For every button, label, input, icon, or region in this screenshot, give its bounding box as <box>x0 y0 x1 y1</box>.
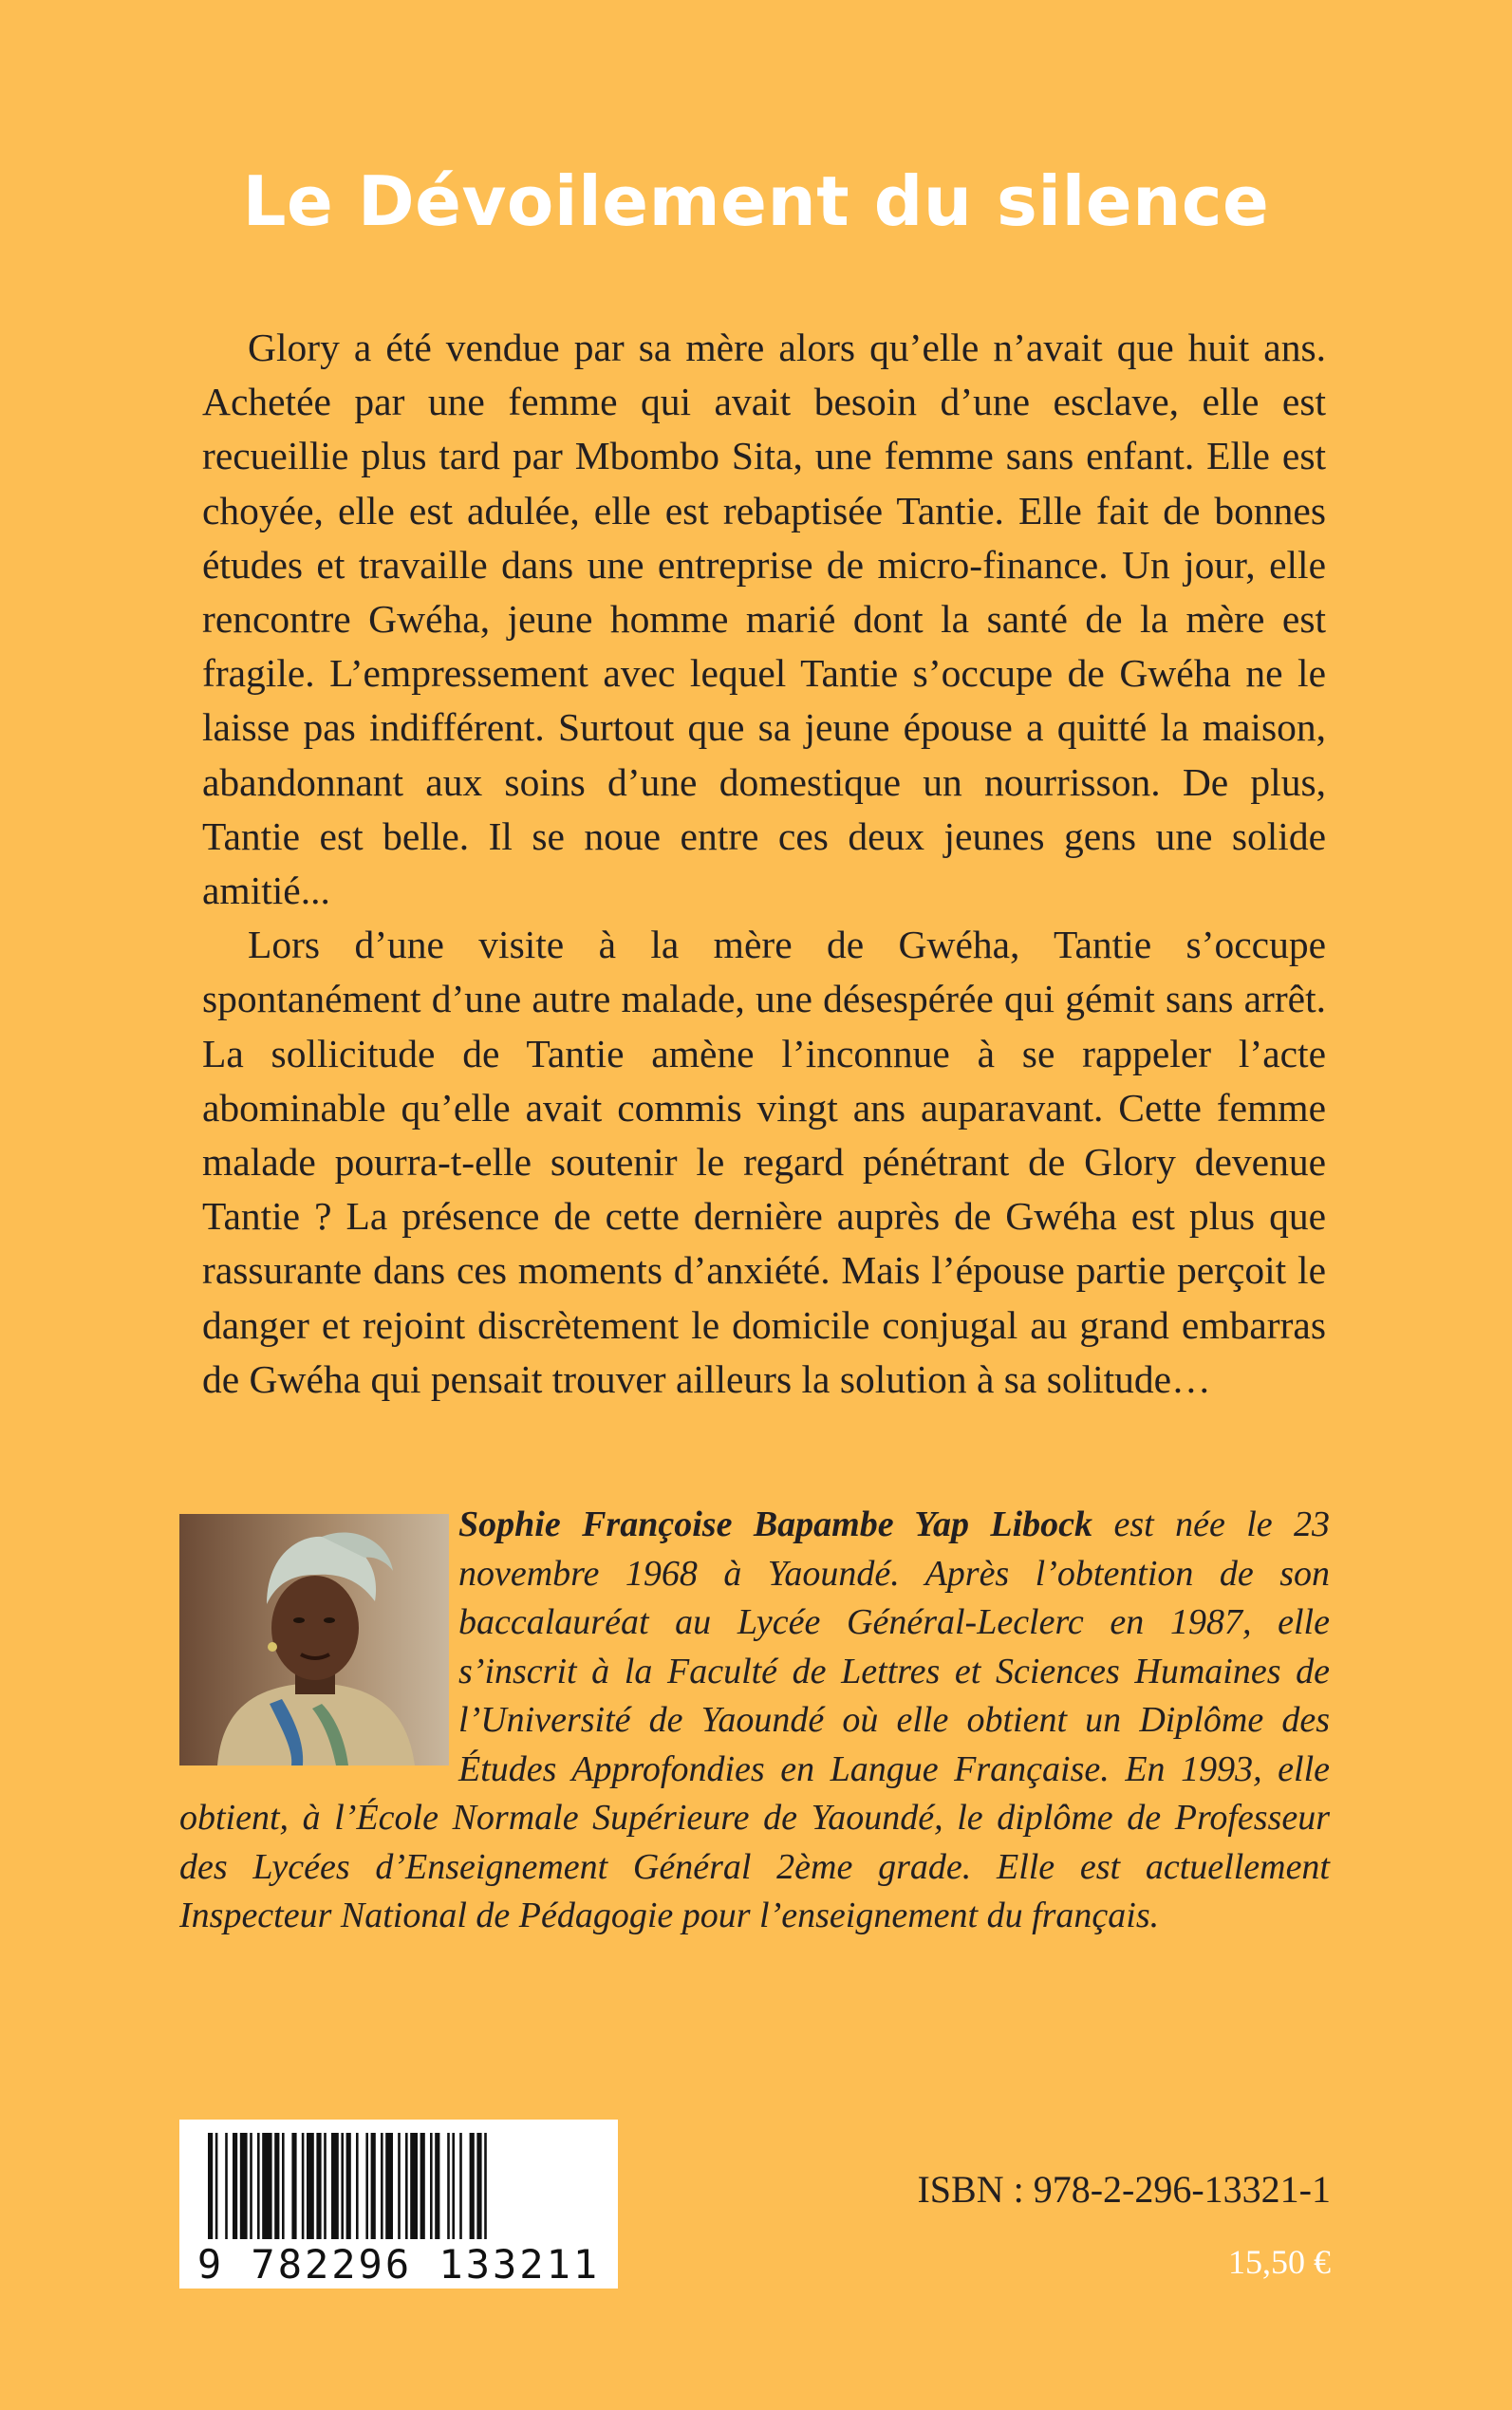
barcode-bar <box>405 2133 408 2239</box>
barcode-bar <box>356 2133 359 2239</box>
barcode-bar <box>208 2133 213 2239</box>
barcode-bar <box>233 2133 237 2239</box>
barcode-bar <box>225 2133 228 2239</box>
barcode-bar <box>459 2133 462 2239</box>
barcode-bar <box>410 2133 418 2239</box>
barcode-bar <box>250 2133 252 2239</box>
barcode-bar <box>324 2133 327 2239</box>
barcode-bar <box>365 2133 368 2239</box>
barcode-bar <box>240 2133 248 2239</box>
barcode-bar <box>331 2133 339 2239</box>
barcode-bar <box>435 2133 439 2239</box>
barcode-bar <box>215 2133 218 2239</box>
barcode-bar <box>452 2133 455 2239</box>
barcode-bar <box>447 2133 450 2239</box>
barcode <box>179 2120 618 2289</box>
barcode-bar <box>291 2133 296 2239</box>
author-bio <box>179 1501 1330 1941</box>
barcode-bar <box>398 2133 401 2239</box>
barcode-bar <box>302 2133 305 2239</box>
barcode-bar <box>430 2133 433 2239</box>
barcode-digits: 9 782296 133211 <box>196 2241 601 2288</box>
barcode-bars <box>179 2120 618 2243</box>
book-title: Le Dévoilement du silence <box>242 161 1270 242</box>
barcode-bar <box>381 2133 383 2239</box>
author-name: Sophie Françoise Bapambe Yap Libock <box>458 1504 1093 1544</box>
barcode-bar <box>257 2133 260 2239</box>
barcode-bar <box>316 2133 321 2239</box>
barcode-bar <box>371 2133 376 2239</box>
barcode-bar <box>420 2133 425 2239</box>
barcode-bar <box>476 2133 481 2239</box>
author-bio-text: est née le 23 novembre 1968 à Yaoundé. Après l’obtention de son baccalauréat au Lycée Général-Leclerc en 1987, elle s’inscrit à la Faculté de Lettres et Sciences Humaines de l’Université de Yaoundé où elle obtient un Diplôme des Études Approfondies en Langue Française. En 1993, elle obtient, à l’École Normale Supérieure de Yaoundé, le diplôme de Professeur des Lycées d’Enseignement Général 2ème grade. Elle est actuellement Inspecteur National de Pédagogie pour l’enseignement du français. <box>179 1504 1331 1935</box>
barcode-bar <box>484 2133 487 2239</box>
barcode-bar <box>262 2133 271 2239</box>
barcode-bar <box>470 2133 475 2239</box>
barcode-bar <box>341 2133 344 2239</box>
barcode-bar <box>346 2133 351 2239</box>
blurb-paragraph: Lors d’une visite à la mère de Gwéha, Tantie s’occupe spontanément d’une autre malade, une désespérée qui gémit sans arrêt. La sollicitude de Tantie amène l’inconnue à se rappeler l’acte abominable qu’elle avait commis vingt ans auparavant. Cette femme malade pourra-t-elle soutenir le regard pénétrant de Glory devenue Tantie ? La présence de cette dernière auprès de Gwéha est plus que rassurante dans ces moments d’anxiété. Mais l’épouse partie perçoit le danger et rejoint discrètement le domicile conjugal au grand embarras de Gwéha qui pensait trouver ailleurs la solution à sa solitude… <box>202 923 1326 1401</box>
barcode-bar <box>307 2133 314 2239</box>
blurb-paragraph: Glory a été vendue par sa mère alors qu’elle n’avait que huit ans. Achetée par une femme qui avait besoin d’une esclave, elle est recueillie plus tard par Mbombo Sita, une femme sans enfant. Elle est choyée, elle est adulée, elle est rebaptisée Tantie. Elle fait de bonnes études et travaille dans une entreprise de micro-finance. Un jour, elle rencontre Gwéha, jeune homme marié dont la santé de la mère est fragile. L’empressement avec lequel Tantie s’occupe de Gwéha ne le laisse pas indifférent. Surtout que sa jeune épouse a quitté la maison, abandonnant aux soins d’une domestique un nourrisson. De plus, Tantie est belle. Il se noue entre ces deux jeunes gens une solide amitié... <box>202 326 1326 913</box>
barcode-bar <box>282 2133 285 2239</box>
price: 15,50 € <box>1228 2243 1331 2281</box>
isbn: ISBN : 978-2-296-13321-1 <box>917 2168 1331 2211</box>
barcode-bar <box>274 2133 279 2239</box>
back-cover-blurb <box>202 321 1326 1407</box>
barcode-bar <box>385 2133 393 2239</box>
